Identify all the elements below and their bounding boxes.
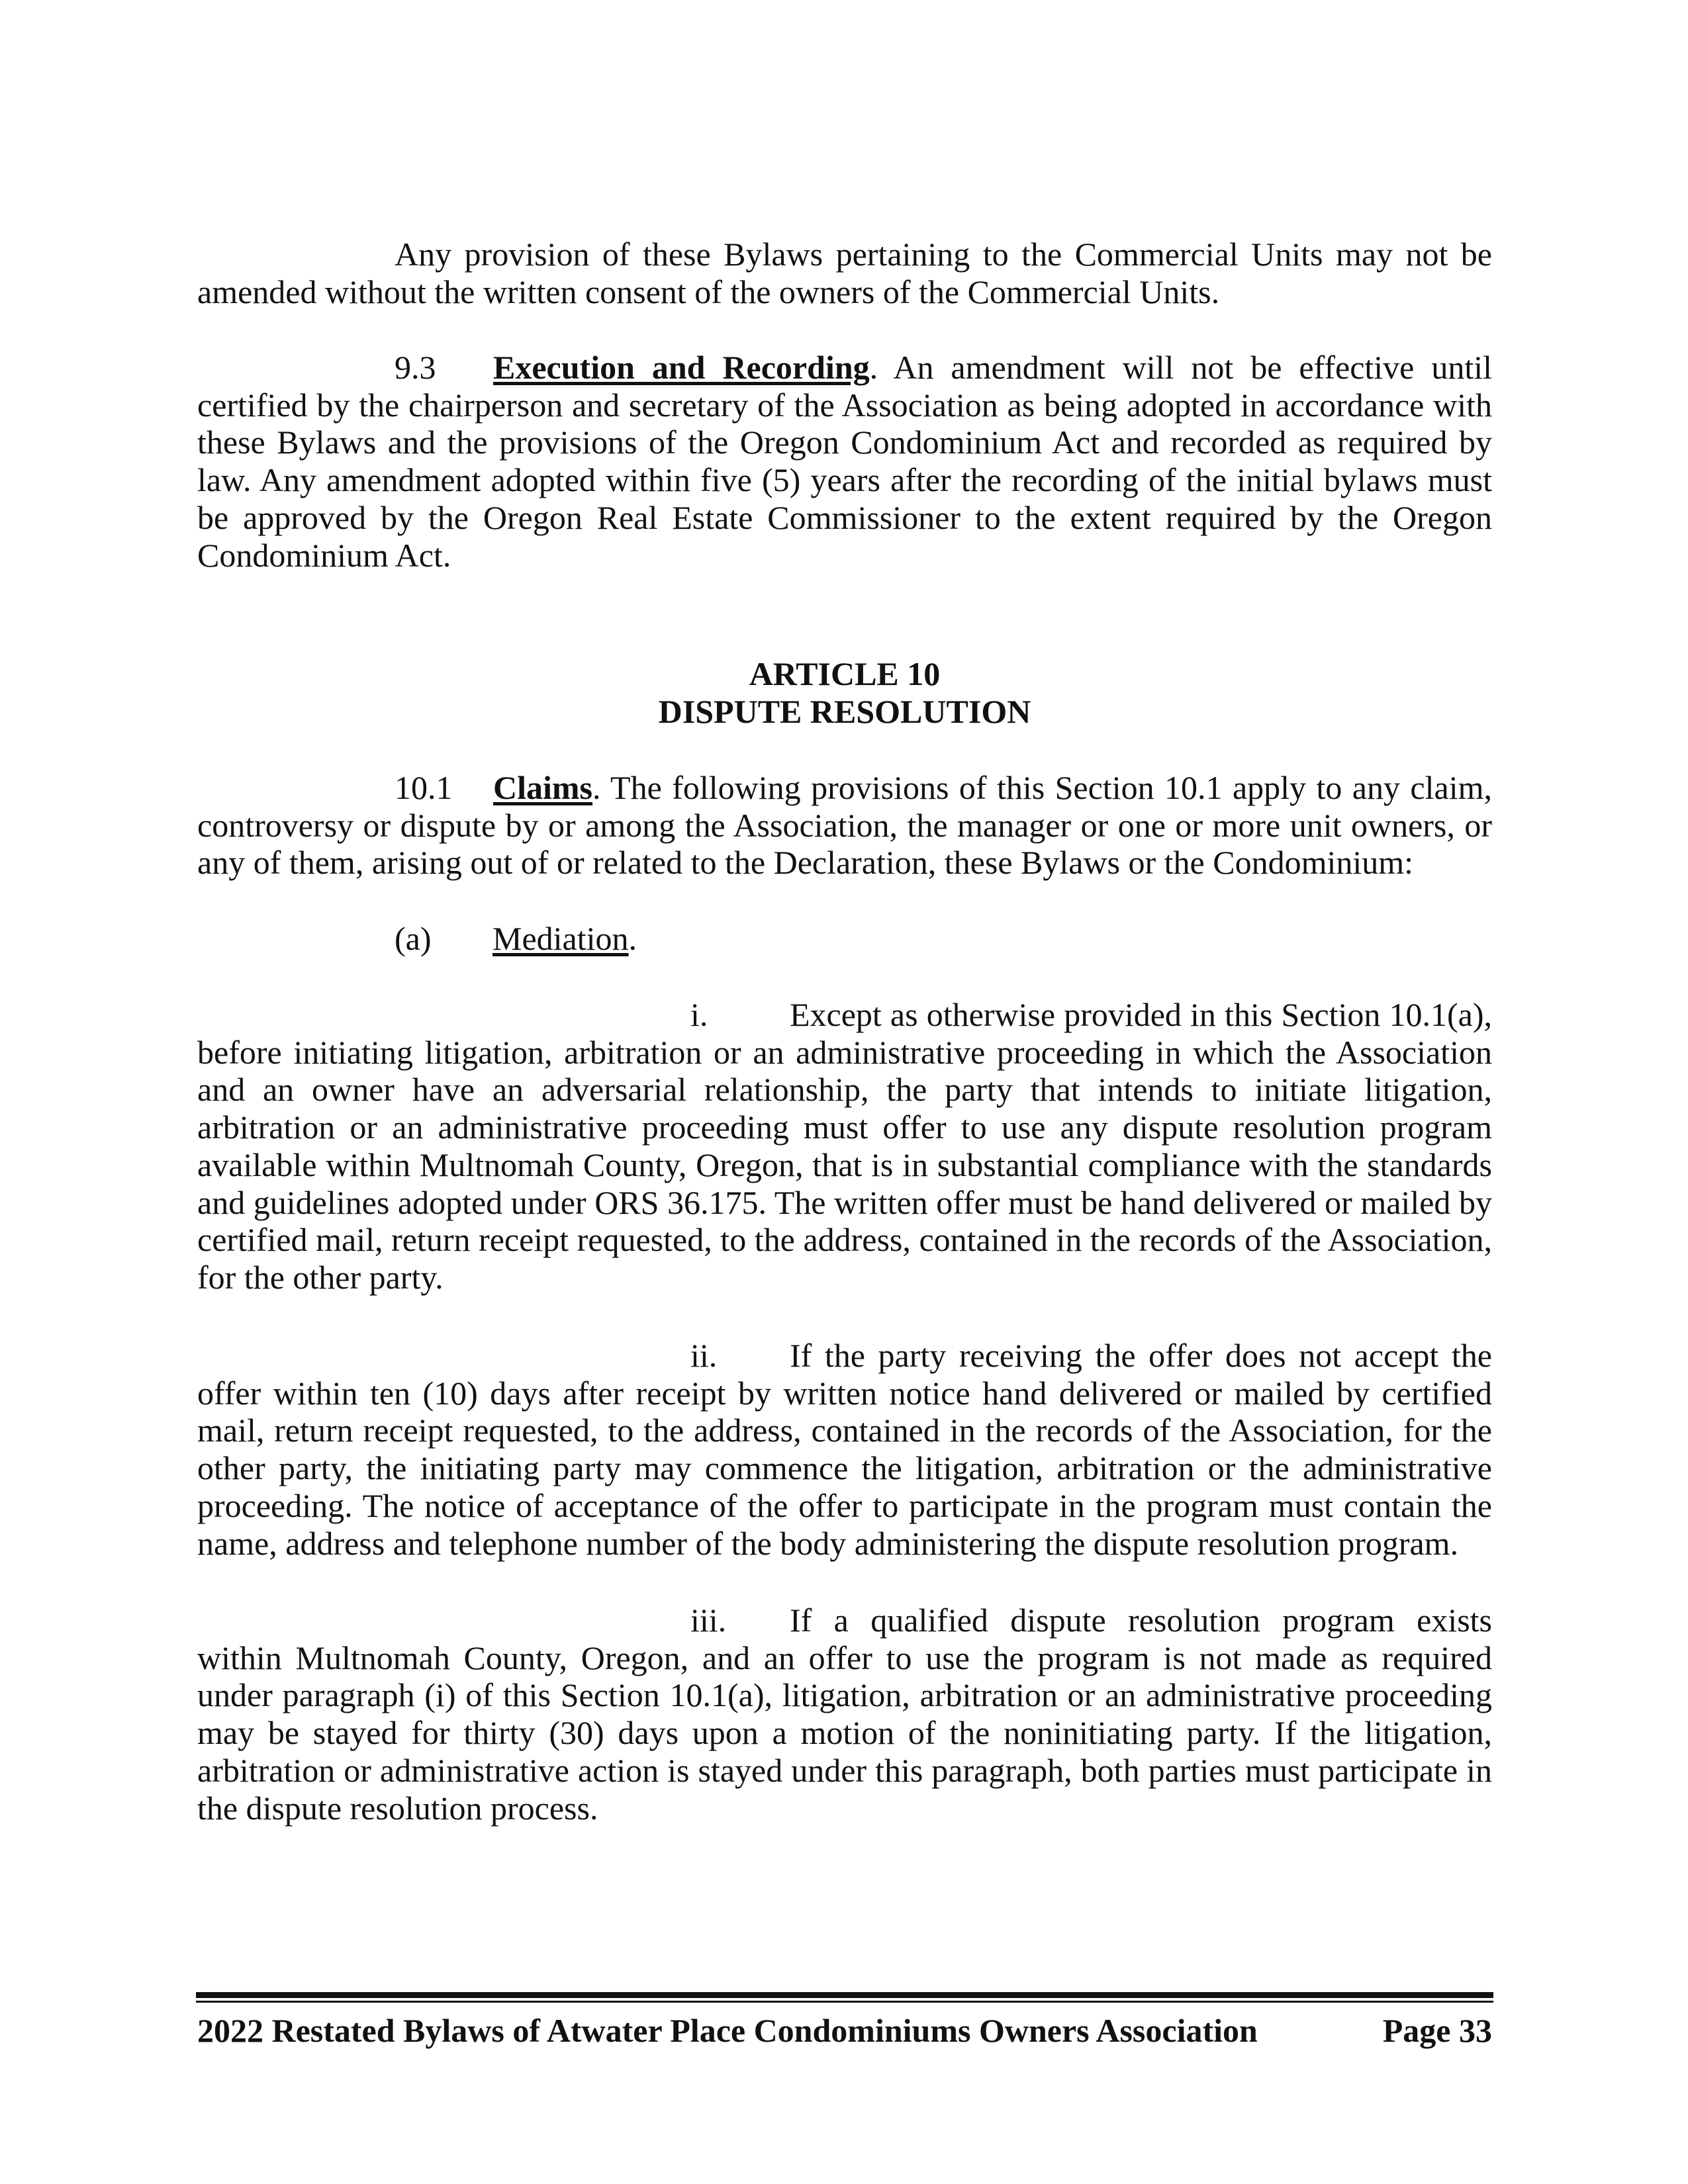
footer-document-title: 2022 Restated Bylaws of Atwater Place Condominiums Owners Association bbox=[197, 2012, 1258, 2049]
paragraph-body: If the party receiving the offer does not accept the offer within ten (10) days after receipt by written notice hand delivered or mailed by certified mail, return receipt requested, to the address, contained in the records of the Association, for the other party, the initiating party may commence the litigation, arbitration or the administrative proceeding. The notice of acceptance of the offer to participate in the program must contain the name, address and telephone number of the body administering the dispute resolution program. bbox=[197, 1337, 1492, 1562]
paragraph-body: If a qualified dispute resolution program exists within Multnomah County, Oregon, and an offer to use the program is not made as required under paragraph (i) of this Section 10.1(a), litigation, arbitration or an administrative proceeding may be stayed for thirty (30) days upon a motion of the noninitiating party. If the litigation, arbitration or administrative action is stayed under this paragraph, both parties must participate in the dispute resolution process. bbox=[197, 1602, 1492, 1827]
section-10-1 bbox=[197, 769, 1492, 882]
section-title: Execution and Recording bbox=[493, 349, 870, 386]
section-number: 10.1 bbox=[395, 769, 453, 806]
section-body: . The following provisions of this Section 10.1 apply to any claim, controversy or dispute by or among the Association, the manager or one or more unit owners, or any of them, arising out of or related to the Declaration, these Bylaws or the Condominium: bbox=[197, 769, 1492, 882]
section-number: 9.3 bbox=[395, 349, 436, 386]
paragraph-commercial-units: Any provision of these Bylaws pertaining to the Commercial Units may not be amended without the written consent of the owners of the Commercial Units. bbox=[197, 236, 1492, 310]
subsection-label: (a) bbox=[395, 920, 432, 957]
paragraph-body: Except as otherwise provided in this Section 10.1(a), before initiating litigation, arbitration or an administrative proceeding in which the Association and an owner have an adversarial relationship, the party that intends to initiate litigation, arbitration or an administrative proceeding must offer to use any dispute resolution program available within Multnomah County, Oregon, that is in substantial compliance with the standards and guidelines adopted under ORS 36.175. The written offer must be hand delivered or mailed by certified mail, return receipt requested, to the address, contained in the records of the Association, for the other party. bbox=[197, 996, 1492, 1296]
subsection-suffix: . bbox=[628, 920, 637, 957]
article-title: DISPUTE RESOLUTION bbox=[658, 693, 1031, 730]
section-9-3 bbox=[197, 349, 1492, 574]
roman-numeral: ii. bbox=[690, 1337, 718, 1374]
paragraph-i bbox=[197, 996, 1492, 1297]
paragraph-iii bbox=[197, 1602, 1492, 1827]
footer-page-number: Page 33 bbox=[1382, 2012, 1492, 2049]
section-title: Claims bbox=[493, 769, 592, 806]
footer-rule-thin bbox=[196, 2001, 1493, 2003]
section-body: . An amendment will not be effective until certified by the chairperson and secretary of the Association as being adopted in accordance with these Bylaws and the provisions of the Oregon Condominium Act and recorded as required by law. Any amendment adopted within five (5) years after the recording of the initial bylaws must be approved by the Oregon Real Estate Commissioner to the extent required by the Oregon Condominium Act. bbox=[197, 349, 1493, 574]
roman-numeral: i. bbox=[690, 996, 708, 1033]
subsection-title: Mediation bbox=[492, 920, 629, 957]
subsection-a bbox=[395, 920, 637, 958]
article-number: ARTICLE 10 bbox=[749, 655, 941, 692]
roman-numeral: iii. bbox=[690, 1602, 727, 1639]
paragraph-ii bbox=[197, 1337, 1492, 1562]
footer-rule-thick bbox=[196, 1992, 1493, 1998]
